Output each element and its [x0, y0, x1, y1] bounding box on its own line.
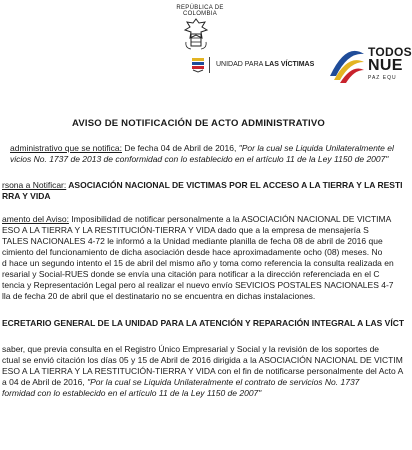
body-line-17: [2, 377, 359, 387]
todos-line-2: NUE: [368, 57, 403, 74]
body-line-15: [2, 355, 403, 365]
body-line-2: [10, 154, 388, 164]
line-text: a 04 de Abril de 2016,: [2, 377, 88, 387]
line-text: ESO A LA TIERRA Y LA RESTITUCIÓN-TIERRA Y VIDA con el fin de notificarse personalmente del Acto A: [2, 366, 404, 376]
body-line-12: [2, 291, 315, 301]
body-line-11: [2, 280, 394, 290]
line-quote: "Por la cual se Liquida Unilateralmente el contrato de servicios No. 1737: [87, 377, 360, 387]
body-line-6: [2, 225, 369, 235]
body-line-5: [2, 214, 391, 224]
body-line-9: [2, 258, 394, 268]
colombia-coat-of-arms-icon: [183, 18, 209, 52]
victims-unit-logo-icon: [191, 57, 205, 73]
body-line-3: [2, 180, 403, 190]
line-text: De fecha 04 de Abril de 2016,: [121, 143, 239, 153]
body-line-10: [2, 269, 380, 279]
line-text: lla de fecha 20 de abril que el destinatario no se encuentra en dichas instalaciones.: [2, 291, 316, 301]
victims-unit-name: [216, 61, 314, 68]
todos-line-1: TODOS: [368, 45, 412, 59]
line-text: d hace un segundo intento el 15 de abril del mismo año y toma como referencia la consulta realizada en: [2, 258, 394, 268]
line-quote: "Por la cual se Liquida Unilateralmente el: [238, 143, 394, 153]
document-title: AVISO DE NOTIFICACIÓN DE ACTO ADMINISTRATIVO: [72, 118, 325, 129]
unit-prefix: UNIDAD PARA: [216, 61, 263, 68]
body-line-1: [10, 143, 394, 153]
line-text: RRA Y VIDA: [2, 191, 51, 201]
line-text: cimiento del funcionamiento de dicha asociación desde hace aproximadamente ocho (08) meses. No: [2, 247, 383, 257]
line-label: administrativo que se notifica:: [10, 143, 122, 153]
body-line-16: [2, 366, 403, 376]
line-text: ECRETARIO GENERAL DE LA UNIDAD PARA LA ATENCIÓN Y REPARACIÓN INTEGRAL A LAS VÍCT: [2, 318, 405, 328]
header-divider: [209, 57, 210, 73]
line-quote: vicios No. 1737 de 2013 de conformidad con lo establecido en el artículo 11 de la Ley 1150 de 2007": [10, 154, 389, 164]
line-quote: formidad con lo establecido en el artículo 11 de la Ley 1150 de 2007": [2, 388, 262, 398]
todos-por-un-nuevo-pais-logo-icon: [326, 46, 366, 84]
body-line-4: [2, 191, 51, 201]
line-text: ctual se envió citación los días 05 y 15 de Abril de 2016 dirigida a la ASOCIACIÓN NACIONAL DE VICTIM: [2, 355, 403, 365]
body-line-18: [2, 388, 261, 398]
line-text: tencia y Representación Legal pero al realizar el nuevo envío SEVICIOS POSTALES NACIONALES 4-7: [2, 280, 394, 290]
line-text: resarial y Social-RUES donde se envía una citación para notificar a la dirección referenciada en el C: [2, 269, 380, 279]
line-text: ESO A LA TIERRA Y LA RESTITUCIÓN-TIERRA Y VIDA dado que a la empresa de mensajería S: [2, 225, 369, 235]
body-line-13: [2, 318, 404, 328]
line-text: TALES NACIONALES 4-72 le informó a la Unidad mediante planilla de fecha 08 de abril de 2016 que: [2, 236, 383, 246]
line-label: rsona a Notificar:: [2, 180, 67, 190]
todos-line-3: PAZ EQU: [368, 75, 397, 81]
body-line-14: [2, 344, 379, 354]
line-text: ASOCIACIÓN NACIONAL DE VICTIMAS POR EL ACCESO A LA TIERRA Y LA RESTI: [66, 180, 403, 190]
republic-label: REPÚBLICA DE COLOMBIA: [176, 5, 224, 17]
body-line-7: [2, 236, 383, 246]
line-text: Imposibilidad de notificar personalmente a la ASOCIACIÓN NACIONAL DE VICTIMA: [68, 214, 392, 224]
body-line-8: [2, 247, 382, 257]
line-text: saber, que previa consulta en el Registro Único Empresarial y Social y la revisión de los soportes de: [2, 344, 380, 354]
unit-name: LAS VÍCTIMAS: [264, 61, 315, 68]
line-label: amento del Aviso:: [2, 214, 69, 224]
todos-logo-text: [368, 46, 412, 82]
